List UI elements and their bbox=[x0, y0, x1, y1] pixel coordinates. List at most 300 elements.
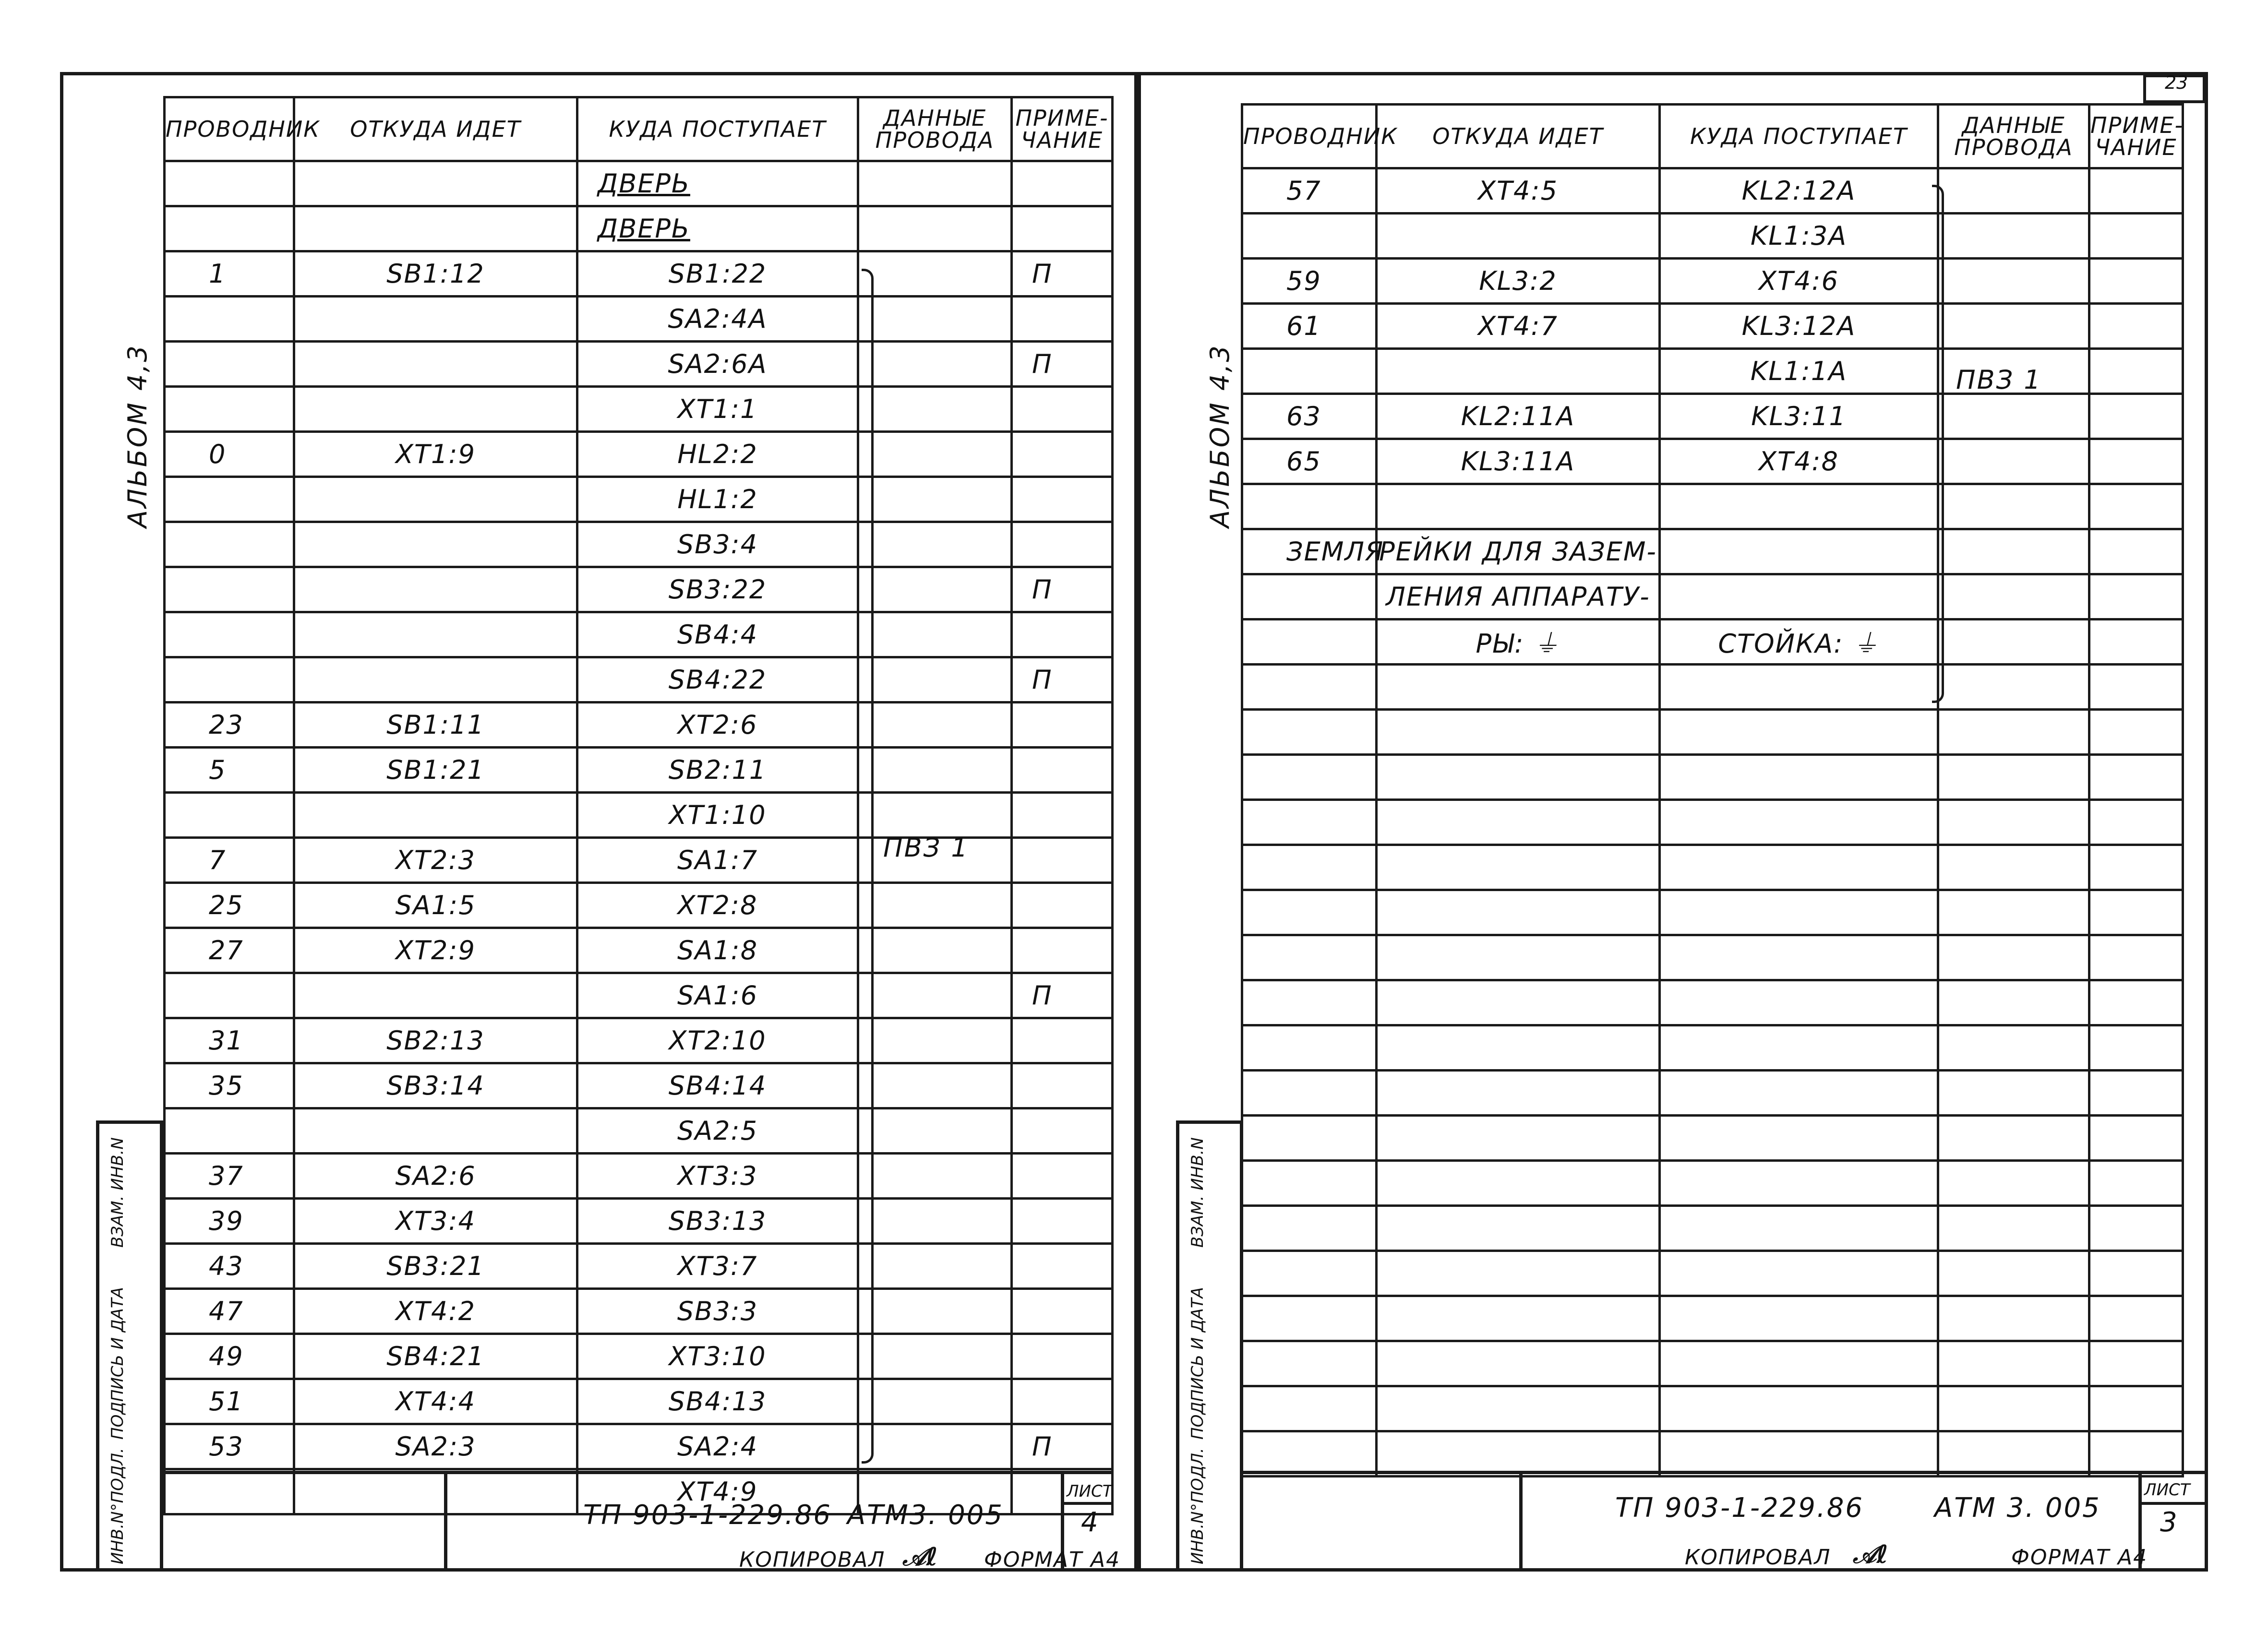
cell-note: П bbox=[1012, 657, 1113, 703]
table-row bbox=[165, 1063, 1113, 1108]
cell-from: KL3:2 bbox=[1377, 259, 1660, 304]
cell-note bbox=[1012, 928, 1113, 973]
cell-conductor bbox=[165, 161, 294, 206]
cell-to: XT3:7 bbox=[577, 1244, 858, 1289]
cell-from: SB2:13 bbox=[294, 1018, 577, 1063]
cell-conductor: 59 bbox=[1242, 259, 1377, 304]
cell-to: XT2:8 bbox=[577, 883, 858, 928]
cell-conductor: 1 bbox=[165, 251, 294, 297]
table-row bbox=[165, 1199, 1113, 1244]
cell-conductor: 39 bbox=[165, 1199, 294, 1244]
cell-conductor: 57 bbox=[1242, 168, 1377, 214]
right-copied: КОПИРОВАЛ bbox=[1685, 1545, 1831, 1570]
cell-empty bbox=[1660, 1071, 1938, 1116]
cell-note bbox=[1012, 387, 1113, 432]
cell-conductor: 47 bbox=[165, 1289, 294, 1334]
cell-to: KL3:11 bbox=[1660, 394, 1938, 439]
cell-wire-data bbox=[858, 567, 1012, 612]
cell-wire-data bbox=[858, 1289, 1012, 1334]
cell-to: SB1:22 bbox=[577, 251, 858, 297]
cell-from: SA1:5 bbox=[294, 883, 577, 928]
cell-note bbox=[2089, 439, 2183, 484]
cell-to bbox=[1660, 484, 1938, 529]
cell-empty bbox=[1242, 710, 1377, 755]
cell-note bbox=[2089, 484, 2183, 529]
cell-wire-data bbox=[858, 161, 1012, 206]
cell-empty bbox=[2089, 710, 2183, 755]
cell-from bbox=[294, 657, 577, 703]
left-sheet-number: 4 bbox=[1081, 1507, 1100, 1538]
cell-to: SB4:22 bbox=[577, 657, 858, 703]
cell-empty bbox=[1938, 980, 2089, 1025]
table-row bbox=[1242, 394, 2183, 439]
cell-note bbox=[1012, 522, 1113, 567]
cell-empty bbox=[1242, 755, 1377, 800]
cell-note bbox=[1012, 1063, 1113, 1108]
cell-to: ДВЕРЬ bbox=[577, 206, 858, 251]
table-row bbox=[165, 1289, 1113, 1334]
cell-conductor bbox=[1242, 574, 1377, 619]
cell-conductor bbox=[165, 793, 294, 838]
left-signature: 𝒜ℓ bbox=[902, 1543, 938, 1572]
cell-empty bbox=[2089, 890, 2183, 935]
header-note: ПРИМЕ-ЧАНИЕ bbox=[1012, 97, 1113, 161]
left-format: ФОРМАТ А4 bbox=[984, 1548, 1121, 1572]
cell-conductor bbox=[1242, 214, 1377, 259]
cell-wire-data bbox=[858, 928, 1012, 973]
cell-note: П bbox=[1012, 973, 1113, 1018]
cell-empty bbox=[1377, 665, 1660, 710]
table-row-empty bbox=[1242, 1206, 2183, 1251]
cell-empty bbox=[1938, 800, 2089, 845]
cell-empty bbox=[1377, 800, 1660, 845]
cell-empty bbox=[1377, 980, 1660, 1025]
table-row bbox=[1242, 529, 2183, 574]
cell-wire-data bbox=[1938, 214, 2089, 259]
cell-to: SB3:13 bbox=[577, 1199, 858, 1244]
cell-wire-data bbox=[1938, 259, 2089, 304]
table-row-empty bbox=[1242, 1071, 2183, 1116]
table-row-empty bbox=[1242, 755, 2183, 800]
cell-note: П bbox=[1012, 342, 1113, 387]
cell-wire-data bbox=[1938, 484, 2089, 529]
cell-empty bbox=[1660, 980, 1938, 1025]
cell-empty bbox=[1377, 1431, 1660, 1477]
cell-note bbox=[2089, 394, 2183, 439]
cell-conductor: 0 bbox=[165, 432, 294, 477]
cell-conductor: 61 bbox=[1242, 304, 1377, 349]
right-wire-type: ПВЗ 1 bbox=[1956, 365, 2042, 395]
table-row-empty bbox=[1242, 1341, 2183, 1386]
table-row-empty bbox=[1242, 800, 2183, 845]
left-header-row bbox=[165, 97, 1113, 161]
table-row-empty bbox=[1242, 845, 2183, 890]
cell-wire-data bbox=[858, 206, 1012, 251]
cell-from: XT2:3 bbox=[294, 838, 577, 883]
table-row bbox=[165, 883, 1113, 928]
cell-to: XT1:1 bbox=[577, 387, 858, 432]
cell-from: XT3:4 bbox=[294, 1199, 577, 1244]
cell-empty bbox=[1242, 1296, 1377, 1341]
cell-empty bbox=[1938, 710, 2089, 755]
header-conductor: ПРОВОДНИК bbox=[1242, 105, 1377, 168]
cell-empty bbox=[1938, 1161, 2089, 1206]
header-from: ОТКУДА ИДЕТ bbox=[1377, 105, 1660, 168]
left-wire-type: ПВЗ 1 bbox=[883, 833, 969, 863]
cell-wire-data bbox=[1938, 168, 2089, 214]
cell-note bbox=[1012, 1244, 1113, 1289]
right-doc-code: АТМ 3. 005 bbox=[1934, 1492, 2101, 1524]
cell-empty bbox=[1242, 1071, 1377, 1116]
cell-note bbox=[1012, 432, 1113, 477]
cell-empty bbox=[1242, 1116, 1377, 1161]
cell-empty bbox=[1242, 1161, 1377, 1206]
cell-wire-data bbox=[858, 1199, 1012, 1244]
cell-from: SB3:21 bbox=[294, 1244, 577, 1289]
cell-conductor: 49 bbox=[165, 1334, 294, 1379]
cell-empty bbox=[1660, 1251, 1938, 1296]
cell-empty bbox=[1660, 1116, 1938, 1161]
left-tb-divider-3 bbox=[1061, 1502, 1111, 1505]
cell-empty bbox=[1377, 890, 1660, 935]
cell-wire-data bbox=[858, 387, 1012, 432]
right-stamp-box bbox=[1176, 1120, 1243, 1572]
cell-empty bbox=[1242, 845, 1377, 890]
cell-to: SA2:4 bbox=[577, 1424, 858, 1469]
cell-from bbox=[294, 161, 577, 206]
cell-empty bbox=[1242, 1251, 1377, 1296]
cell-note bbox=[1012, 612, 1113, 657]
cell-wire-data bbox=[858, 883, 1012, 928]
cell-empty bbox=[1938, 1296, 2089, 1341]
cell-to: XT2:6 bbox=[577, 703, 858, 748]
cell-wire-data bbox=[858, 973, 1012, 1018]
cell-empty bbox=[1660, 1341, 1938, 1386]
cell-empty bbox=[1938, 1386, 2089, 1431]
cell-wire-data bbox=[1938, 304, 2089, 349]
left-stamp-inv: ИНВ.N°ПОДЛ. bbox=[108, 1448, 127, 1564]
table-row bbox=[1242, 484, 2183, 529]
cell-conductor: 37 bbox=[165, 1154, 294, 1199]
right-stamp-replace: ВЗАМ. ИНВ.N bbox=[1188, 1137, 1207, 1248]
cell-empty bbox=[2089, 755, 2183, 800]
cell-conductor: 51 bbox=[165, 1379, 294, 1424]
left-sheet-label: ЛИСТ bbox=[1067, 1482, 1113, 1501]
cell-empty bbox=[2089, 1386, 2183, 1431]
cell-wire-data bbox=[858, 612, 1012, 657]
cell-wire-data bbox=[858, 251, 1012, 297]
cell-empty bbox=[1242, 935, 1377, 980]
cell-empty bbox=[2089, 1296, 2183, 1341]
cell-to: SB3:4 bbox=[577, 522, 858, 567]
cell-wire-data bbox=[858, 1154, 1012, 1199]
cell-to: SB4:4 bbox=[577, 612, 858, 657]
table-row-empty bbox=[1242, 890, 2183, 935]
cell-from bbox=[1377, 349, 1660, 394]
header-wire-data: ДАННЫЕ ПРОВОДА bbox=[1938, 105, 2089, 168]
table-row bbox=[165, 1334, 1113, 1379]
cell-from bbox=[294, 612, 577, 657]
cell-from: KL3:11A bbox=[1377, 439, 1660, 484]
cell-conductor: 27 bbox=[165, 928, 294, 973]
cell-conductor: ЗЕМЛЯ bbox=[1242, 529, 1377, 574]
cell-conductor: 43 bbox=[165, 1244, 294, 1289]
cell-empty bbox=[1660, 1386, 1938, 1431]
cell-wire-data bbox=[858, 1018, 1012, 1063]
cell-conductor: 63 bbox=[1242, 394, 1377, 439]
cell-empty bbox=[1660, 1206, 1938, 1251]
cell-wire-data bbox=[858, 432, 1012, 477]
cell-empty bbox=[1660, 755, 1938, 800]
cell-from: РЕЙКИ ДЛЯ ЗАЗЕМ- bbox=[1377, 529, 1660, 574]
table-row bbox=[1242, 214, 2183, 259]
cell-note: П bbox=[1012, 567, 1113, 612]
cell-conductor bbox=[1242, 484, 1377, 529]
cell-empty bbox=[1377, 935, 1660, 980]
table-row bbox=[165, 206, 1113, 251]
cell-conductor: 53 bbox=[165, 1424, 294, 1469]
cell-conductor bbox=[165, 477, 294, 522]
table-row bbox=[165, 387, 1113, 432]
right-tb-divider bbox=[1519, 1473, 1523, 1572]
right-format: ФОРМАТ А4 bbox=[2011, 1545, 2148, 1570]
cell-empty bbox=[1242, 1025, 1377, 1071]
cell-note bbox=[2089, 214, 2183, 259]
cell-conductor bbox=[165, 1108, 294, 1154]
cell-empty bbox=[1377, 1296, 1660, 1341]
cell-empty bbox=[1660, 845, 1938, 890]
cell-empty bbox=[2089, 1071, 2183, 1116]
cell-empty bbox=[1660, 1025, 1938, 1071]
cell-empty bbox=[1377, 710, 1660, 755]
table-row-empty bbox=[1242, 1251, 2183, 1296]
cell-to: KL3:12A bbox=[1660, 304, 1938, 349]
cell-conductor: 65 bbox=[1242, 439, 1377, 484]
cell-to: XT4:9 bbox=[577, 1469, 858, 1514]
left-wire-table bbox=[163, 96, 1114, 1515]
table-row bbox=[1242, 439, 2183, 484]
cell-empty bbox=[1242, 1206, 1377, 1251]
cell-conductor bbox=[165, 206, 294, 251]
cell-from: РЫ: ⏚ bbox=[1377, 619, 1660, 665]
cell-conductor bbox=[1242, 349, 1377, 394]
table-row bbox=[165, 1424, 1113, 1469]
cell-empty bbox=[1242, 890, 1377, 935]
cell-conductor: 23 bbox=[165, 703, 294, 748]
cell-empty bbox=[1938, 890, 2089, 935]
cell-from bbox=[1377, 214, 1660, 259]
table-row bbox=[165, 973, 1113, 1018]
table-row-empty bbox=[1242, 665, 2183, 710]
cell-empty bbox=[1242, 800, 1377, 845]
cell-note bbox=[1012, 1379, 1113, 1424]
table-row bbox=[165, 928, 1113, 973]
cell-from: XT4:5 bbox=[1377, 168, 1660, 214]
cell-wire-data bbox=[858, 1063, 1012, 1108]
table-row bbox=[165, 1244, 1113, 1289]
cell-to: KL1:1A bbox=[1660, 349, 1938, 394]
cell-wire-data bbox=[858, 657, 1012, 703]
cell-to: SA2:6A bbox=[577, 342, 858, 387]
cell-to: SA2:5 bbox=[577, 1108, 858, 1154]
cell-from bbox=[294, 522, 577, 567]
cell-from: KL2:11A bbox=[1377, 394, 1660, 439]
cell-wire-data bbox=[858, 793, 1012, 838]
cell-conductor: 7 bbox=[165, 838, 294, 883]
cell-from bbox=[294, 973, 577, 1018]
cell-empty bbox=[1377, 1251, 1660, 1296]
left-stamp-replace: ВЗАМ. ИНВ.N bbox=[108, 1137, 127, 1248]
cell-to: SB4:14 bbox=[577, 1063, 858, 1108]
cell-wire-data bbox=[858, 522, 1012, 567]
cell-note bbox=[1012, 1334, 1113, 1379]
cell-to: XT1:10 bbox=[577, 793, 858, 838]
table-row-empty bbox=[1242, 1431, 2183, 1477]
cell-from: SA2:3 bbox=[294, 1424, 577, 1469]
cell-empty bbox=[1242, 1386, 1377, 1431]
cell-to: СТОЙКА: ⏚ bbox=[1660, 619, 1938, 665]
cell-empty bbox=[2089, 1025, 2183, 1071]
right-signature: 𝒜ℓ bbox=[1853, 1540, 1888, 1569]
table-row bbox=[165, 161, 1113, 206]
cell-wire-data bbox=[1938, 529, 2089, 574]
cell-empty bbox=[2089, 980, 2183, 1025]
right-doc-number: ТП 903-1-229.86 bbox=[1615, 1492, 1864, 1524]
cell-note bbox=[1012, 1289, 1113, 1334]
cell-note bbox=[1012, 838, 1113, 883]
table-row bbox=[1242, 259, 2183, 304]
cell-from bbox=[294, 342, 577, 387]
cell-empty bbox=[1938, 755, 2089, 800]
cell-from: XT2:9 bbox=[294, 928, 577, 973]
cell-empty bbox=[1242, 1341, 1377, 1386]
cell-note bbox=[1012, 1154, 1113, 1199]
cell-empty bbox=[1938, 1025, 2089, 1071]
left-stamp-sign: ПОДПИСЬ И ДАТА bbox=[108, 1287, 127, 1440]
left-doc-code: АТМ3. 005 bbox=[847, 1500, 1004, 1531]
cell-conductor bbox=[165, 657, 294, 703]
right-wire-table bbox=[1241, 103, 2184, 1477]
table-row bbox=[165, 838, 1113, 883]
cell-wire-data bbox=[1938, 619, 2089, 665]
cell-wire-data bbox=[858, 1108, 1012, 1154]
cell-empty bbox=[1660, 800, 1938, 845]
cell-wire-data bbox=[858, 477, 1012, 522]
right-tb-divider-3 bbox=[2138, 1502, 2206, 1505]
left-tb-divider bbox=[444, 1473, 447, 1572]
cell-empty bbox=[1377, 845, 1660, 890]
cell-empty bbox=[1660, 890, 1938, 935]
cell-empty bbox=[1377, 1116, 1660, 1161]
table-row bbox=[165, 793, 1113, 838]
cell-empty bbox=[1938, 665, 2089, 710]
cell-conductor bbox=[165, 342, 294, 387]
cell-from bbox=[294, 387, 577, 432]
right-album-label: АЛЬБОМ 4,3 bbox=[1205, 344, 1235, 528]
cell-empty bbox=[1377, 1161, 1660, 1206]
cell-empty bbox=[1242, 980, 1377, 1025]
table-row bbox=[165, 612, 1113, 657]
cell-from: SA2:6 bbox=[294, 1154, 577, 1199]
cell-wire-data bbox=[858, 703, 1012, 748]
right-stamp-inv: ИНВ.N°ПОДЛ. bbox=[1188, 1448, 1207, 1564]
cell-from bbox=[294, 793, 577, 838]
cell-to: XT3:3 bbox=[577, 1154, 858, 1199]
cell-empty bbox=[2089, 1251, 2183, 1296]
cell-note bbox=[1012, 883, 1113, 928]
table-row bbox=[1242, 574, 2183, 619]
cell-empty bbox=[1377, 1206, 1660, 1251]
cell-wire-data bbox=[858, 1244, 1012, 1289]
cell-conductor bbox=[165, 612, 294, 657]
table-row bbox=[1242, 619, 2183, 665]
cell-empty bbox=[2089, 665, 2183, 710]
cell-from: XT4:4 bbox=[294, 1379, 577, 1424]
cell-to: SA1:7 bbox=[577, 838, 858, 883]
cell-to bbox=[1660, 574, 1938, 619]
cell-to: KL2:12A bbox=[1660, 168, 1938, 214]
right-stamp-sign: ПОДПИСЬ И ДАТА bbox=[1188, 1287, 1207, 1440]
cell-wire-data bbox=[1938, 439, 2089, 484]
table-row-empty bbox=[1242, 1386, 2183, 1431]
table-row bbox=[165, 477, 1113, 522]
cell-note bbox=[1012, 1018, 1113, 1063]
cell-conductor bbox=[165, 522, 294, 567]
cell-empty bbox=[1660, 1161, 1938, 1206]
cell-note bbox=[1012, 1108, 1113, 1154]
table-row bbox=[165, 1018, 1113, 1063]
cell-to bbox=[1660, 529, 1938, 574]
table-row bbox=[165, 657, 1113, 703]
header-to: КУДА ПОСТУПАЕТ bbox=[577, 97, 858, 161]
cell-conductor bbox=[165, 567, 294, 612]
cell-note bbox=[1012, 206, 1113, 251]
right-page-number: 23 bbox=[2165, 72, 2188, 93]
table-row-empty bbox=[1242, 1025, 2183, 1071]
cell-empty bbox=[2089, 1116, 2183, 1161]
right-sheet-number: 3 bbox=[2160, 1507, 2179, 1538]
cell-empty bbox=[1660, 665, 1938, 710]
cell-note: П bbox=[1012, 251, 1113, 297]
cell-wire-data bbox=[1938, 574, 2089, 619]
left-doc-number: ТП 903-1-229.86 bbox=[583, 1500, 832, 1531]
header-to: КУДА ПОСТУПАЕТ bbox=[1660, 105, 1938, 168]
cell-conductor: 5 bbox=[165, 748, 294, 793]
table-row-empty bbox=[1242, 1161, 2183, 1206]
cell-note bbox=[1012, 161, 1113, 206]
table-row bbox=[165, 567, 1113, 612]
cell-to: SB4:13 bbox=[577, 1379, 858, 1424]
cell-to: KL1:3A bbox=[1660, 214, 1938, 259]
cell-wire-data bbox=[858, 1379, 1012, 1424]
cell-note bbox=[2089, 259, 2183, 304]
cell-from: XT4:2 bbox=[294, 1289, 577, 1334]
left-copied: КОПИРОВАЛ bbox=[739, 1548, 886, 1572]
table-row bbox=[165, 703, 1113, 748]
cell-from: SB1:12 bbox=[294, 251, 577, 297]
header-note: ПРИМЕ-ЧАНИЕ bbox=[2089, 105, 2183, 168]
cell-wire-data bbox=[858, 297, 1012, 342]
left-album-label: АЛЬБОМ 4,3 bbox=[122, 344, 153, 528]
cell-wire-data bbox=[1938, 394, 2089, 439]
cell-note bbox=[2089, 529, 2183, 574]
cell-from bbox=[1377, 484, 1660, 529]
cell-note bbox=[1012, 297, 1113, 342]
table-row bbox=[1242, 168, 2183, 214]
cell-to: XT2:10 bbox=[577, 1018, 858, 1063]
cell-from bbox=[294, 567, 577, 612]
cell-from bbox=[294, 1108, 577, 1154]
